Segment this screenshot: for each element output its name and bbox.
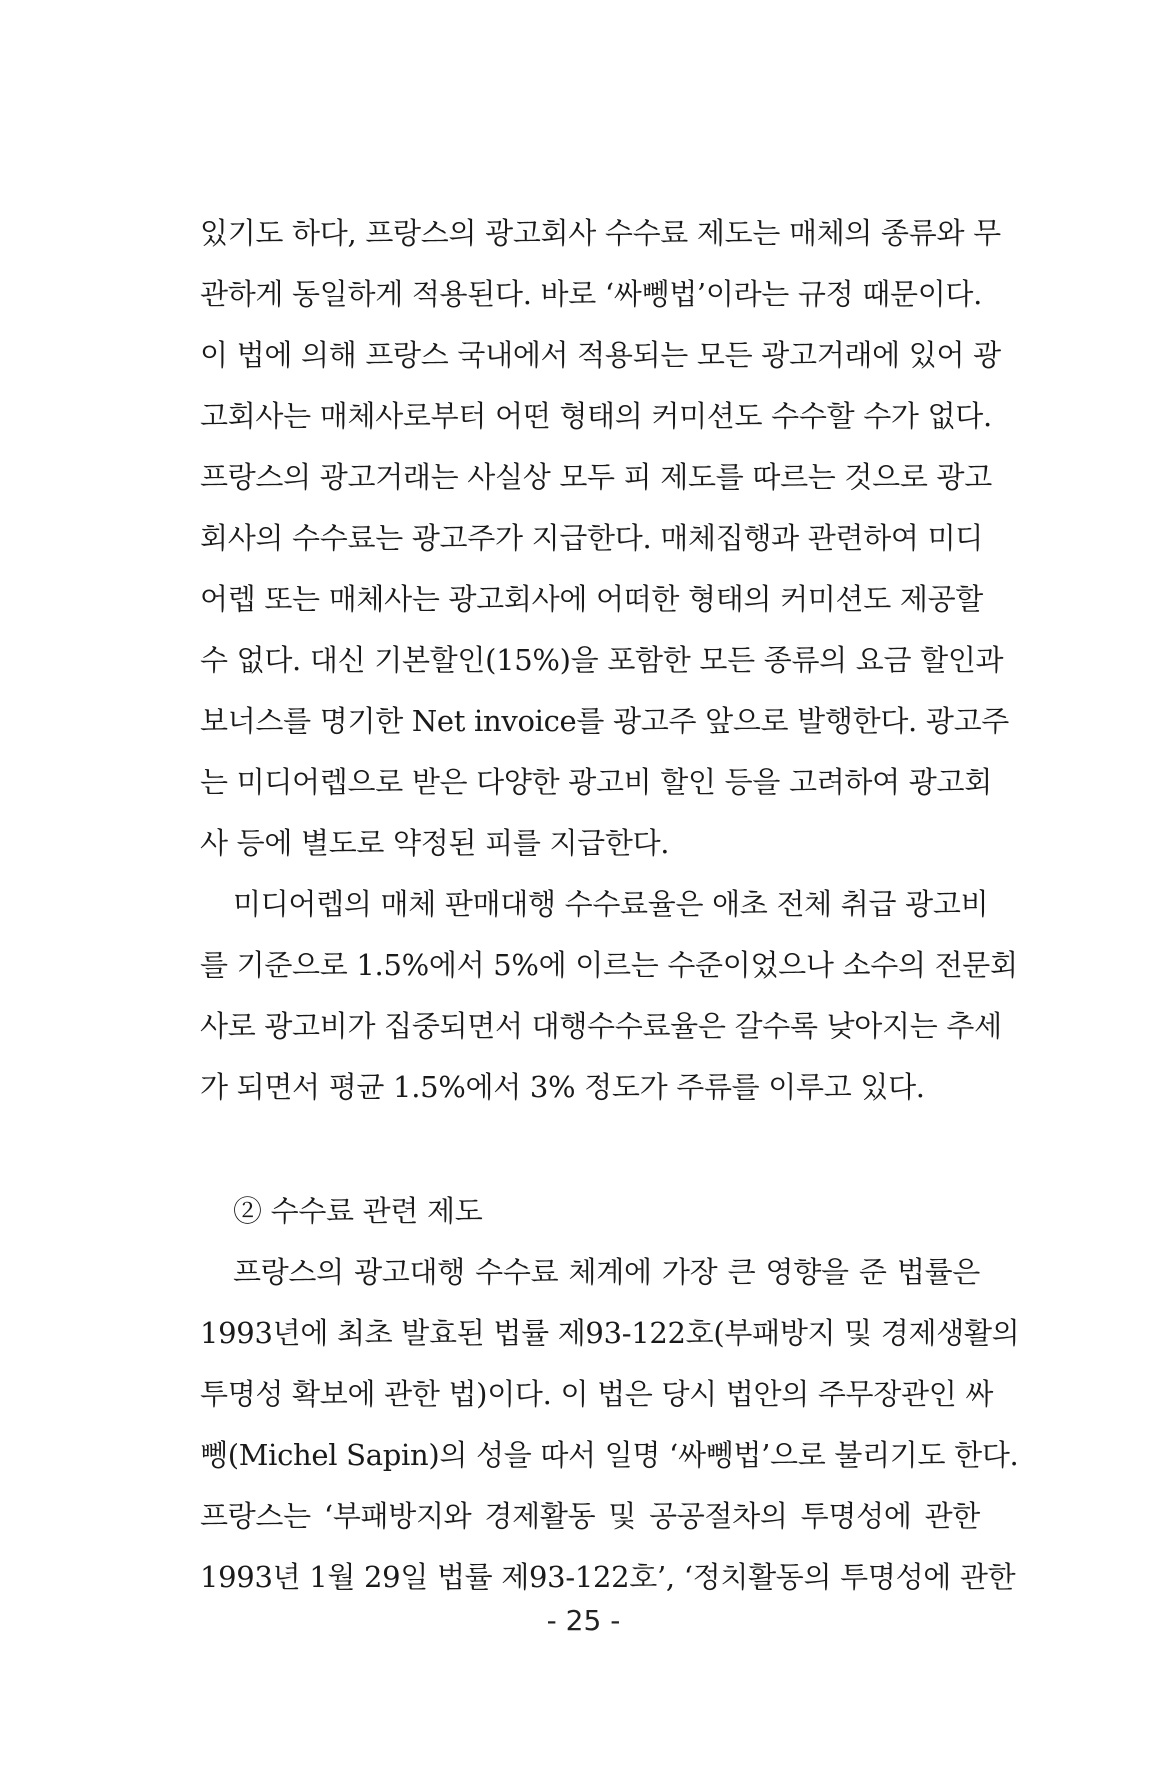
text-line: 프랑스는 ‘부패방지와 경제활동 및 공공절차의 투명성에 관한 — [200, 1499, 980, 1533]
text-line: 회사의 수수료는 광고주가 지급한다. 매체집행과 관련하여 미디 — [200, 521, 983, 555]
text-line: 있기도 하다, 프랑스의 광고회사 수수료 제도는 매체의 종류와 무 — [200, 216, 1001, 250]
text-line: 어렙 또는 매체사는 광고회사에 어떠한 형태의 커미션도 제공할 — [200, 582, 983, 616]
text-line: 이 법에 의해 프랑스 국내에서 적용되는 모든 광고거래에 있어 광 — [200, 338, 1001, 372]
text-line: 투명성 확보에 관한 법)이다. 이 법은 당시 법안의 주무장관인 싸 — [200, 1377, 994, 1411]
text-line: 가 되면서 평균 1.5%에서 3% 정도가 주류를 이루고 있다. — [200, 1070, 925, 1104]
text-line: 수 없다. 대신 기본할인(15%)을 포함한 모든 종류의 요금 할인과 — [200, 643, 1004, 677]
text-line: 1993년에 최초 발효된 법률 제93-122호(부패방지 및 경제생활의 — [200, 1316, 1020, 1350]
paragraph-first-line: 프랑스의 광고대행 수수료 체계에 가장 큰 영향을 준 법률은 — [233, 1255, 980, 1289]
text-line: 고회사는 매체사로부터 어떤 형태의 커미션도 수수할 수가 없다. — [200, 399, 992, 433]
text-line: 를 기준으로 1.5%에서 5%에 이르는 수준이었으나 소수의 전문회 — [200, 948, 1018, 982]
page-number: - 25 - — [546, 1604, 621, 1637]
section-heading: ② 수수료 관련 제도 — [233, 1194, 483, 1228]
text-line: 사 등에 별도로 약정된 피를 지급한다. — [200, 826, 670, 860]
text-line: 프랑스의 광고거래는 사실상 모두 피 제도를 따르는 것으로 광고 — [200, 460, 992, 494]
paragraph-first-line: 미디어렙의 매체 판매대행 수수료율은 애초 전체 취급 광고비 — [233, 887, 989, 921]
text-line: 1993년 1월 29일 법률 제93-122호’, ‘정치활동의 투명성에 관한 — [200, 1560, 1016, 1594]
text-line: 뼁(Michel Sapin)의 성을 따서 일명 ‘싸뼁법’으로 불리기도 한다. — [200, 1438, 1019, 1472]
text-line: 보너스를 명기한 Net invoice를 광고주 앞으로 발행한다. 광고주 — [200, 704, 1010, 738]
text-line: 사로 광고비가 집중되면서 대행수수료율은 갈수록 낮아지는 추세 — [200, 1009, 1002, 1043]
text-line: 관하게 동일하게 적용된다. 바로 ‘싸뼁법’이라는 규정 때문이다. — [200, 277, 983, 311]
text-line: 는 미디어렙으로 받은 다양한 광고비 할인 등을 고려하여 광고회 — [200, 765, 992, 799]
